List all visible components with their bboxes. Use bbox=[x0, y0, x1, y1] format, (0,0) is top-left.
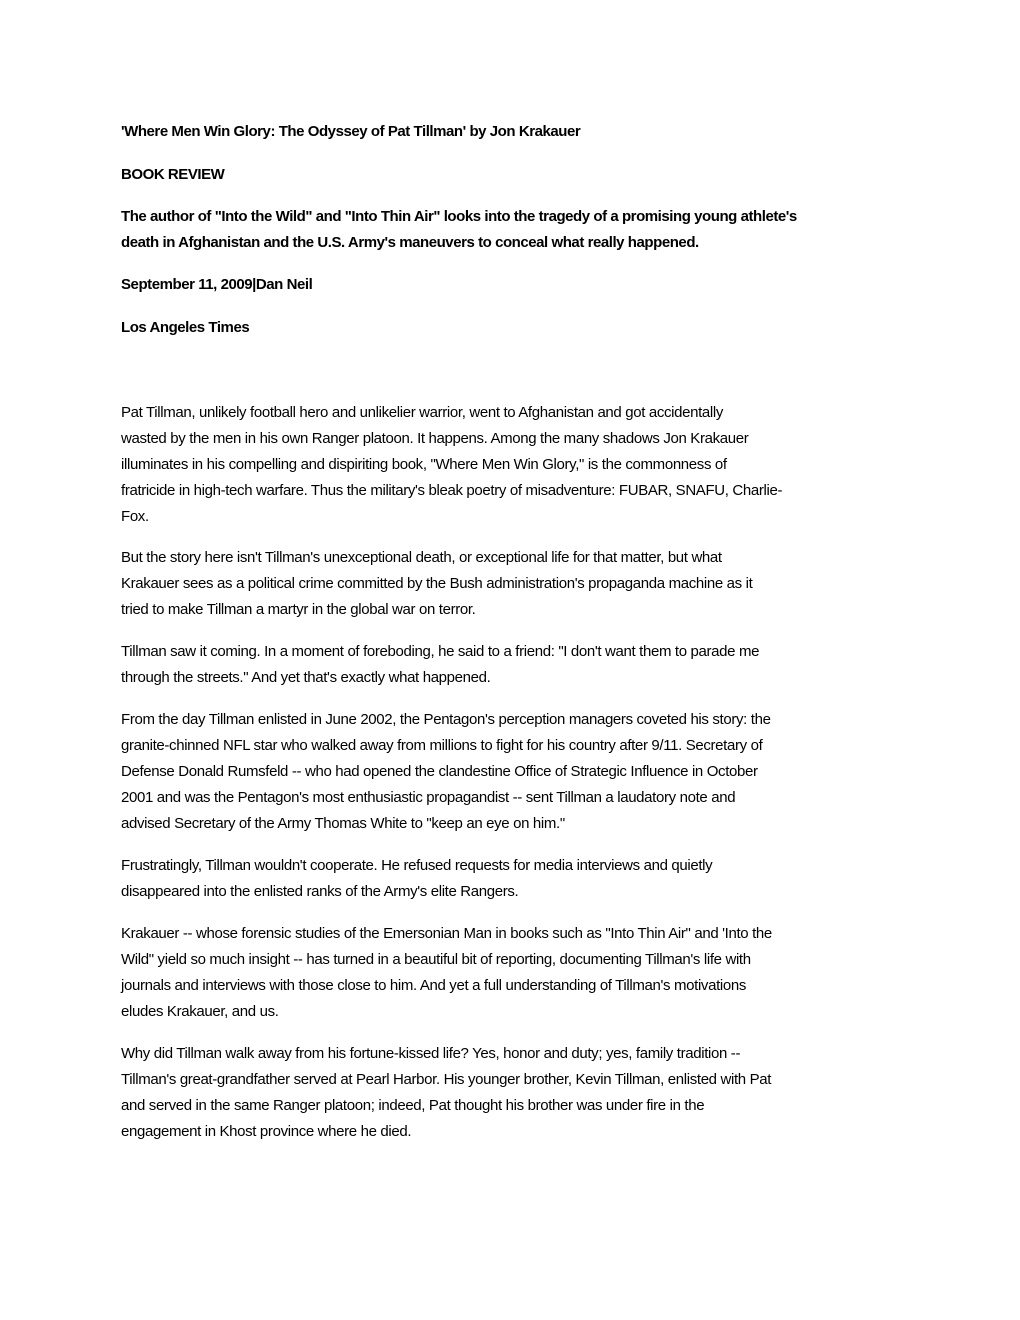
paragraph-line: wasted by the men in his own Ranger platoon. It happens. Among the many shadows Jon Krakauer bbox=[121, 430, 749, 447]
paragraph-line: From the day Tillman enlisted in June 2002, the Pentagon's perception managers coveted his story: the bbox=[121, 711, 771, 728]
paragraph-line: illuminates in his compelling and dispiriting book, "Where Men Win Glory," is the commonness of bbox=[121, 456, 727, 473]
paragraph-line: But the story here isn't Tillman's unexceptional death, or exceptional life for that matter, but what bbox=[121, 549, 722, 566]
paragraph-line: Wild" yield so much insight -- has turned in a beautiful bit of reporting, documenting Tillman's life with bbox=[121, 951, 751, 968]
paragraph-line: advised Secretary of the Army Thomas White to "keep an eye on him." bbox=[121, 815, 565, 832]
paragraph-line: Frustratingly, Tillman wouldn't cooperate. He refused requests for media interviews and quietly bbox=[121, 857, 713, 874]
paragraph-line: and served in the same Ranger platoon; indeed, Pat thought his brother was under fire in the bbox=[121, 1097, 705, 1114]
dateline: September 11, 2009|Dan Neil bbox=[121, 276, 313, 293]
paragraph-line: 2001 and was the Pentagon's most enthusiastic propagandist -- sent Tillman a laudatory note and bbox=[121, 789, 736, 806]
paragraph-line: journals and interviews with those close to him. And yet a full understanding of Tillman's motivations bbox=[121, 977, 747, 994]
publication-name: Los Angeles Times bbox=[121, 319, 250, 336]
paragraph-line: Why did Tillman walk away from his fortune-kissed life? Yes, honor and duty; yes, family tradition -- bbox=[121, 1045, 741, 1062]
paragraph-line: through the streets." And yet that's exactly what happened. bbox=[121, 669, 491, 686]
paragraph-line: Fox. bbox=[121, 508, 149, 525]
paragraph-line: tried to make Tillman a martyr in the global war on terror. bbox=[121, 601, 476, 618]
paragraph-line: Tillman's great-grandfather served at Pearl Harbor. His younger brother, Kevin Tillman, enlisted with Pat bbox=[121, 1071, 772, 1088]
subtitle-line: death in Afghanistan and the U.S. Army's maneuvers to conceal what really happened. bbox=[121, 234, 699, 251]
paragraph-line: fratricide in high-tech warfare. Thus the military's bleak poetry of misadventure: FUBAR, SNAFU, Charlie- bbox=[121, 482, 783, 499]
paragraph-line: engagement in Khost province where he died. bbox=[121, 1123, 412, 1140]
paragraph-line: Defense Donald Rumsfeld -- who had opened the clandestine Office of Strategic Influence in October bbox=[121, 763, 758, 780]
paragraph-line: Krakauer -- whose forensic studies of the Emersonian Man in books such as "Into Thin Air" and 'Into the bbox=[121, 925, 772, 942]
paragraph-line: Tillman saw it coming. In a moment of foreboding, he said to a friend: "I don't want them to parade me bbox=[121, 643, 760, 660]
section-label: BOOK REVIEW bbox=[121, 166, 225, 183]
subtitle-line: The author of "Into the Wild" and "Into Thin Air" looks into the tragedy of a promising young athlete's bbox=[121, 208, 797, 225]
paragraph-line: Pat Tillman, unlikely football hero and unlikelier warrior, went to Afghanistan and got accidentally bbox=[121, 404, 724, 421]
paragraph-line: disappeared into the enlisted ranks of the Army's elite Rangers. bbox=[121, 883, 519, 900]
paragraph-line: granite-chinned NFL star who walked away from millions to fight for his country after 9/11. Secretary of bbox=[121, 737, 763, 754]
article-title: 'Where Men Win Glory: The Odyssey of Pat Tillman' by Jon Krakauer bbox=[121, 123, 581, 140]
paragraph-line: eludes Krakauer, and us. bbox=[121, 1003, 279, 1020]
paragraph-line: Krakauer sees as a political crime committed by the Bush administration's propaganda machine as it bbox=[121, 575, 753, 592]
